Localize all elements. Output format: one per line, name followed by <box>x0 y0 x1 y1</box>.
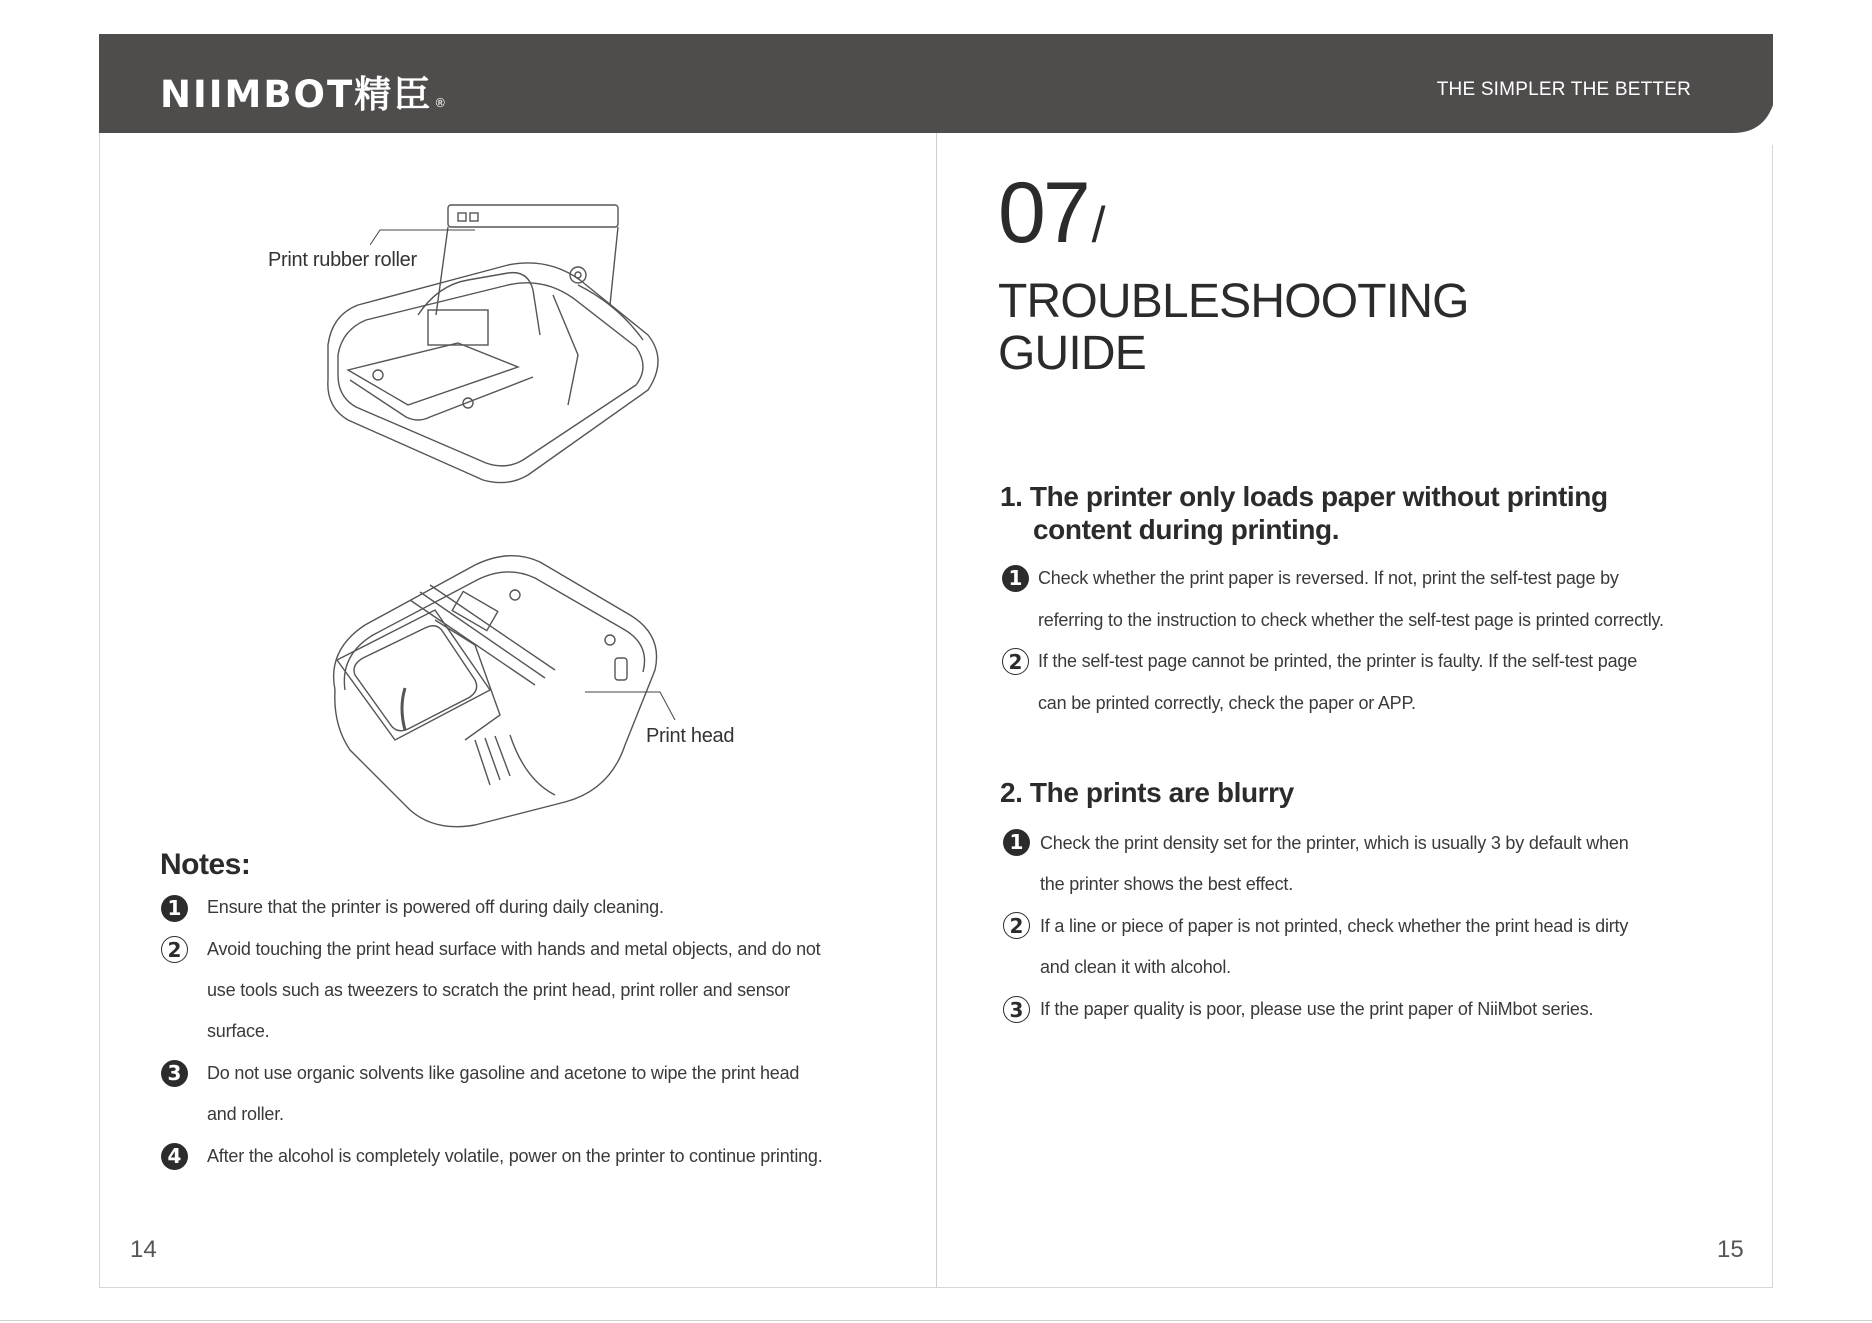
brand-logo: NIIMBOT精臣 ® <box>160 73 449 116</box>
note-text: and roller. <box>207 1104 284 1124</box>
roller-label: Print rubber roller <box>268 249 417 271</box>
item-text: If a line or piece of paper is not printed, check whether the print head is dirty <box>1040 916 1629 936</box>
note-text: After the alcohol is completely volatile, power on the printer to continue printing. <box>207 1146 823 1166</box>
note-text: surface. <box>207 1021 270 1041</box>
item-text: the printer shows the best effect. <box>1040 874 1294 894</box>
note-number-badge: 4 <box>161 1143 188 1170</box>
note-number-badge: 2 <box>161 936 188 963</box>
left-page-number: 14 <box>130 1236 157 1263</box>
printer-print-head-illustration <box>325 540 665 830</box>
note-text: Avoid touching the print head surface with hands and metal objects, and do not <box>207 939 821 959</box>
section-heading: 1. The printer only loads paper without printing <box>1000 481 1608 512</box>
item-text: can be printed correctly, check the paper or APP. <box>1038 693 1416 713</box>
item-text: If the self-test page cannot be printed, the printer is faulty. If the self-test page <box>1038 651 1638 671</box>
print-head-callout-line <box>585 688 685 724</box>
note-number-badge: 3 <box>161 1060 188 1087</box>
note-text: use tools such as tweezers to scratch the print head, print roller and sensor <box>207 980 790 1000</box>
chapter-title <box>998 276 1469 380</box>
chapter-title-line: TROUBLESHOOTING <box>998 275 1469 328</box>
item-number-badge: 2 <box>1003 912 1030 939</box>
item-number-badge: 1 <box>1002 565 1029 592</box>
header-tagline: THE SIMPLER THE BETTER <box>1436 79 1691 100</box>
notes-title: Notes: <box>160 848 251 881</box>
item-number-badge: 3 <box>1003 996 1030 1023</box>
item-number-badge: 2 <box>1002 648 1029 675</box>
item-text: and clean it with alcohol. <box>1040 957 1231 977</box>
section-heading: 2. The prints are blurry <box>1000 777 1294 808</box>
chapter-title-line: GUIDE <box>998 327 1147 380</box>
item-text: If the paper quality is poor, please use the print paper of NiiMbot series. <box>1040 999 1594 1019</box>
page-spine-divider <box>936 133 937 1288</box>
chapter-number: 07/ <box>998 165 1103 261</box>
section-heading: content during printing. <box>1033 514 1340 545</box>
item-text: referring to the instruction to check whether the self-test page is printed correctly. <box>1038 610 1664 630</box>
note-number-badge: 1 <box>161 895 188 922</box>
print-head-label: Print head <box>646 725 735 747</box>
bottom-edge-line <box>0 1320 1872 1321</box>
item-text: Check the print density set for the printer, which is usually 3 by default when <box>1040 833 1629 853</box>
item-number-badge: 1 <box>1003 829 1030 856</box>
note-text: Ensure that the printer is powered off during daily cleaning. <box>207 897 664 917</box>
right-page-number: 15 <box>1717 1236 1744 1263</box>
note-text: Do not use organic solvents like gasoline and acetone to wipe the print head <box>207 1063 800 1083</box>
item-text: Check whether the print paper is reversed. If not, print the self-test page by <box>1038 568 1619 588</box>
header-corner-curve <box>1733 105 1773 145</box>
